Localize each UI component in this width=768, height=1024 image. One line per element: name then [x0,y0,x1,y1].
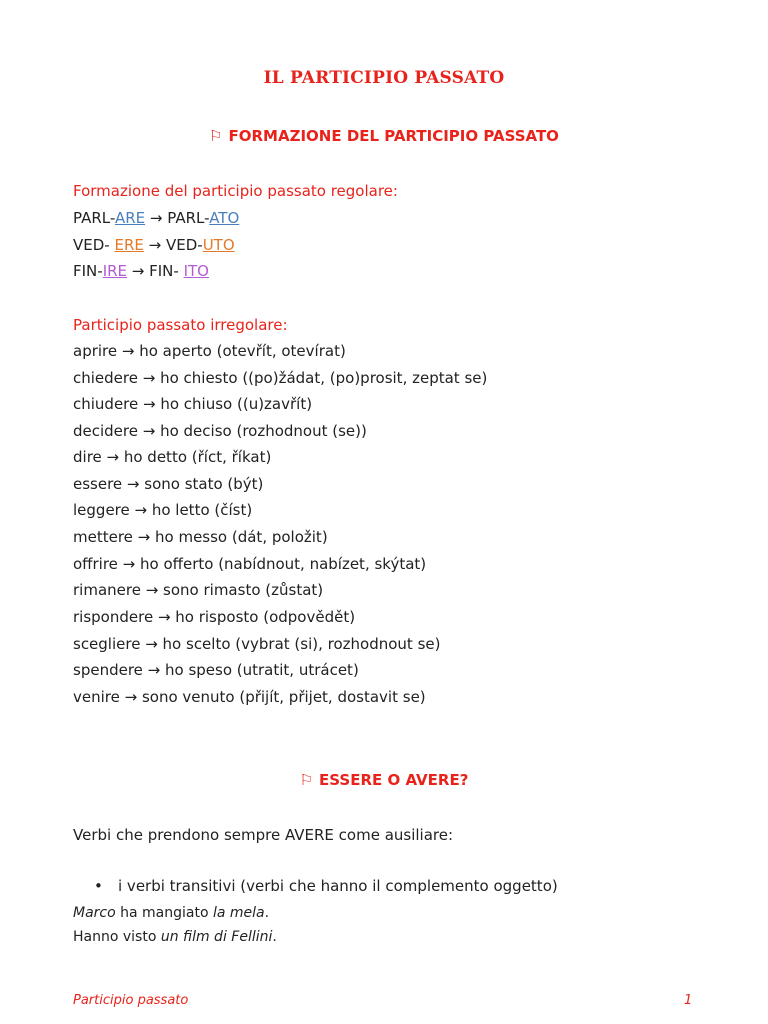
irregolare-item: decidere → ho deciso (rozhodnout (se)) [73,422,367,440]
page-number: 1 [684,993,693,1008]
irregolare-item: chiudere → ho chiuso ((u)zavřít) [73,395,313,413]
stem: FIN- [73,262,103,280]
irregolare-item: offrire → ho offerto (nabídnout, nabízet, skýtat) [73,555,427,573]
flag-icon: ⚐ [299,771,314,789]
ending-participle: ATO [209,209,240,227]
avere-intro: Verbi che prendono sempre AVERE come ausiliare: [73,826,454,844]
arrow: → [145,209,168,227]
irregolare-label: Participio passato irregolare: [73,316,288,334]
flag-icon: ⚐ [209,127,223,145]
regolare-label: Formazione del participio passato regolare: [73,182,398,200]
example-sentence: Marco ha mangiato la mela. [73,905,270,921]
irregolare-item: aprire → ho aperto (otevřít, otevírat) [73,342,346,360]
regolare-row [73,261,209,281]
footer-title: Participio passato [73,993,189,1008]
regolare-row [73,235,235,255]
stem: FIN- [149,262,184,280]
regolare-row [73,208,239,228]
ending-infinitive: ERE [114,236,144,254]
example-sentence: Hanno visto un film di Fellini. [73,929,277,945]
irregolare-item: essere → sono stato (být) [73,475,264,493]
irregolare-item: rispondere → ho risposto (odpovědět) [73,608,356,626]
stem: VED- [73,236,115,254]
irregolare-item: leggere → ho letto (číst) [73,501,253,519]
irregolare-item: scegliere → ho scelto (vybrat (si), rozhodnout se) [73,635,441,653]
page-title: IL PARTICIPIO PASSATO [263,68,505,88]
stem: PARL- [167,209,210,227]
arrow: → [143,236,166,254]
section-heading-essere-avere [0,771,768,789]
irregolare-item: rimanere → sono rimasto (zůstat) [73,581,324,599]
section-heading-formazione [0,127,768,145]
irregolare-item: chiedere → ho chiesto ((po)žádat, (po)prosit, zeptat se) [73,369,488,387]
section-heading-text: ESSERE O AVERE? [319,771,469,789]
arrow: → [127,262,150,280]
irregolare-item: dire → ho detto (říct, říkat) [73,448,272,466]
irregolare-item: mettere → ho messo (dát, položit) [73,528,328,546]
ending-participle: ITO [183,262,209,280]
stem: PARL- [73,209,115,227]
irregolare-item: spendere → ho speso (utratit, utrácet) [73,661,359,679]
bullet-icon: • [94,877,103,895]
ending-participle: UTO [202,236,235,254]
ending-infinitive: IRE [102,262,128,280]
section-heading-text: FORMAZIONE DEL PARTICIPIO PASSATO [228,127,559,145]
irregolare-item: venire → sono venuto (přijít, přijet, dostavit se) [73,688,426,706]
stem: VED- [165,236,203,254]
bullet-text: i verbi transitivi (verbi che hanno il complemento oggetto) [118,877,558,895]
ending-infinitive: ARE [114,209,146,227]
